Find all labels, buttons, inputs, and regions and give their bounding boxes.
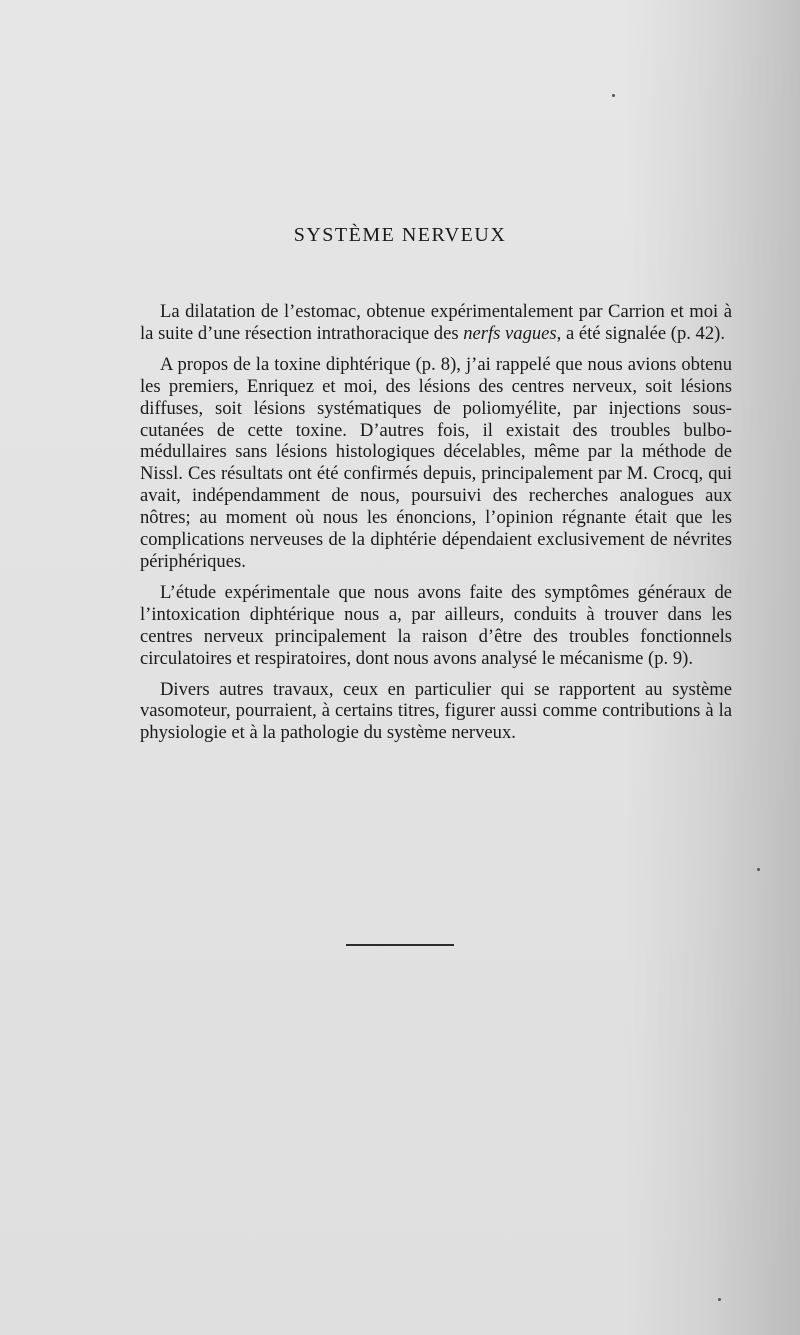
paragraph-1-start: La dilatation de l’estomac, obtenue expérimentalement par Carrion et moi à la suite d’une résection intrathoracique des [140, 301, 732, 344]
end-rule [346, 944, 454, 946]
paper-speck [612, 94, 615, 97]
paragraph-1-end: , a été signalée (p. 42). [556, 322, 725, 344]
paragraph-1 [140, 301, 732, 345]
paper-speck [718, 1298, 721, 1301]
paragraph-3: L’étude expérimentale que nous avons faite des symptômes généraux de l’intoxication diphtérique nous a, par ailleurs, conduits à trouver dans les centres nerveux principalement la raison d’être des troubles fonctionnels circulatoires et respiratoires, dont nous avons analysé le mécanisme (p. 9). [140, 581, 732, 669]
body-text [140, 301, 732, 753]
paragraph-4: Divers autres travaux, ceux en particulier qui se rapportent au système vasomoteur, pourraient, à certains titres, figurer aussi comme contributions à la physiologie et à la pathologie du système nerveux. [140, 678, 732, 744]
paragraph-2: A propos de la toxine diphtérique (p. 8), j’ai rappelé que nous avions obtenu les premiers, Enriquez et moi, des lésions des centres nerveux, soit lésions diffuses, soit lésions systématiques de poliomyélite, par injections sous-cutanées de cette toxine. D’autres fois, il existait des troubles bulbo-médullaires sans lésions histologiques décelables, même par la méthode de Nissl. Ces résultats ont été confirmés depuis, principalement par M. Crocq, qui avait, indépendamment de nous, poursuivi des recherches analogues aux nôtres; au moment où nous les énoncions, l’opinion régnante était que les complications nerveuses de la diphtérie dépendaient exclusivement de névrites périphériques. [140, 353, 732, 572]
section-title: SYSTÈME NERVEUX [293, 224, 507, 246]
paragraph-1-emphasis: nerfs vagues [463, 322, 557, 344]
paper-speck [757, 868, 760, 871]
